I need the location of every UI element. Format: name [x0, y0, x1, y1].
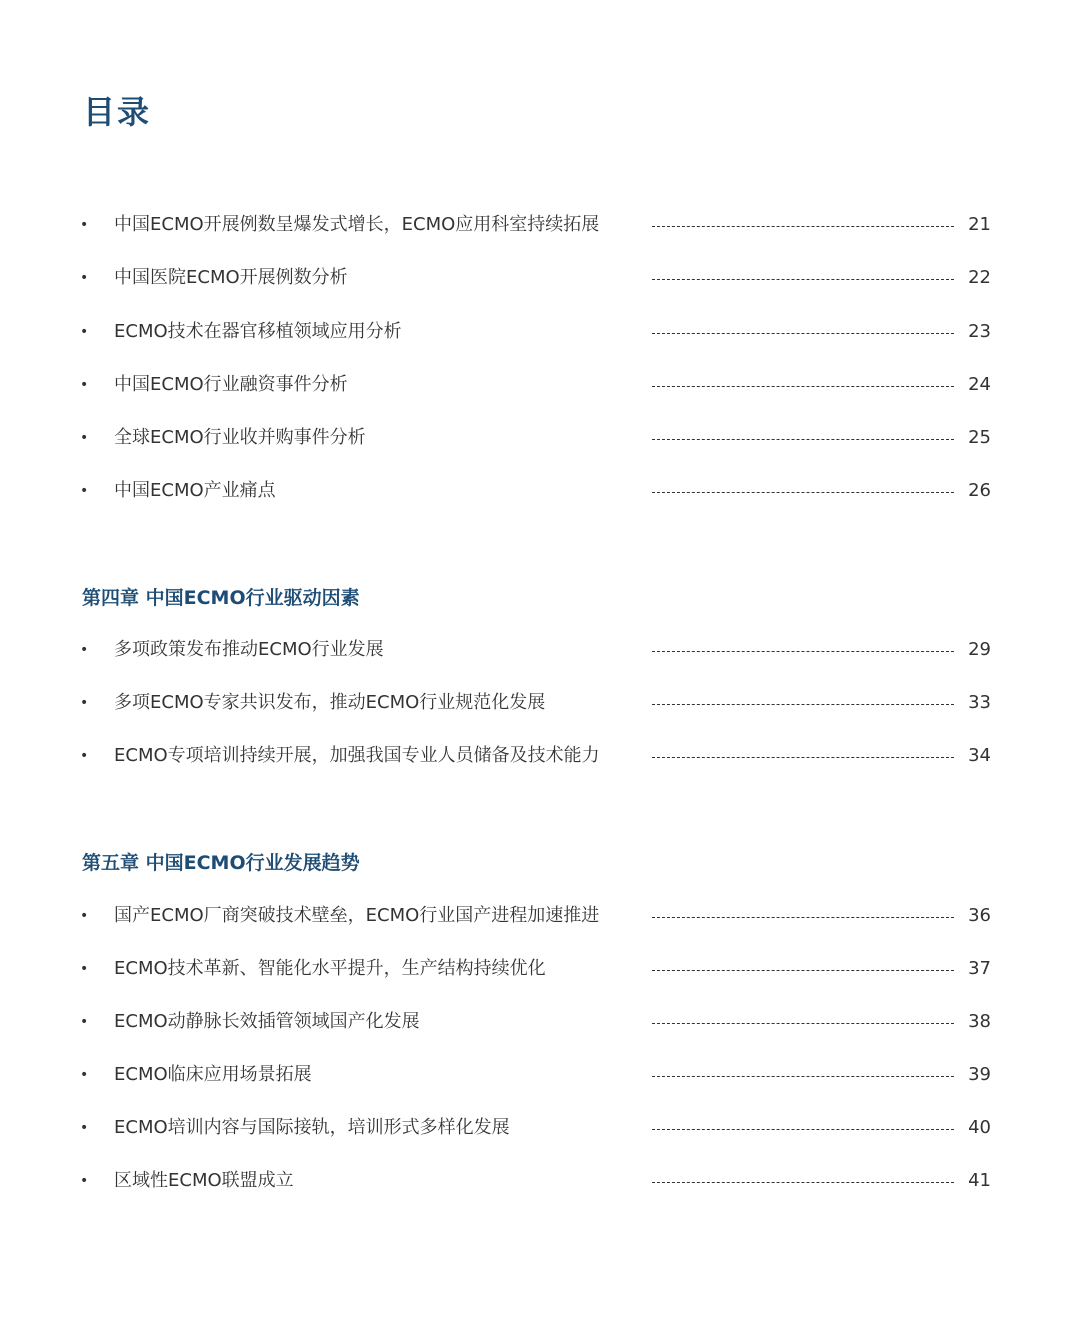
bullet-icon: •: [80, 270, 89, 286]
dotted-leader: [652, 1076, 954, 1077]
toc-entry-page[interactable]: 34: [968, 745, 991, 766]
bullet-icon: •: [80, 1120, 89, 1136]
dotted-leader: [652, 970, 954, 971]
dotted-leader: [652, 279, 954, 280]
toc-entry-title[interactable]: 区域性ECMO联盟成立: [114, 1170, 294, 1191]
toc-entry[interactable]: [0, 954, 1070, 984]
toc-entry-page[interactable]: 41: [968, 1170, 991, 1191]
dotted-leader: [652, 1023, 954, 1024]
dotted-leader: [652, 757, 954, 758]
bullet-icon: •: [80, 1173, 89, 1189]
bullet-icon: •: [80, 217, 89, 233]
toc-entry-page[interactable]: 24: [968, 374, 991, 395]
toc-entry-page[interactable]: 25: [968, 427, 991, 448]
toc-entry-page[interactable]: 39: [968, 1064, 991, 1085]
bullet-icon: •: [80, 1067, 89, 1083]
dotted-leader: [652, 492, 954, 493]
toc-entry-page[interactable]: 40: [968, 1117, 991, 1138]
toc-entry[interactable]: [0, 1060, 1070, 1090]
bullet-icon: •: [80, 748, 89, 764]
toc-entry[interactable]: [0, 1007, 1070, 1037]
toc-entry-page[interactable]: 33: [968, 692, 991, 713]
toc-entry-title[interactable]: ECMO培训内容与国际接轨，培训形式多样化发展: [114, 1117, 510, 1138]
toc-entry[interactable]: [0, 423, 1070, 453]
toc-entry-page[interactable]: 23: [968, 321, 991, 342]
toc-entry-title[interactable]: 中国ECMO行业融资事件分析: [114, 374, 348, 395]
page-title: 目录: [83, 93, 152, 131]
dotted-leader: [652, 226, 954, 227]
toc-entry-page[interactable]: 37: [968, 958, 991, 979]
toc-entry-title[interactable]: ECMO动静脉长效插管领域国产化发展: [114, 1011, 420, 1032]
toc-entry[interactable]: [0, 901, 1070, 931]
bullet-icon: •: [80, 377, 89, 393]
toc-entry[interactable]: [0, 688, 1070, 718]
toc-entry-title[interactable]: 国产ECMO厂商突破技术壁垒，ECMO行业国产进程加速推进: [114, 905, 600, 926]
toc-entry-title[interactable]: ECMO技术革新、智能化水平提升，生产结构持续优化: [114, 958, 546, 979]
toc-entry-title[interactable]: ECMO临床应用场景拓展: [114, 1064, 312, 1085]
toc-entry[interactable]: [0, 476, 1070, 506]
bullet-icon: •: [80, 642, 89, 658]
bullet-icon: •: [80, 430, 89, 446]
chapter-heading[interactable]: 第四章 中国ECMO行业驱动因素: [82, 587, 360, 609]
toc-entry[interactable]: [0, 1113, 1070, 1143]
dotted-leader: [652, 386, 954, 387]
bullet-icon: •: [80, 324, 89, 340]
toc-entry-page[interactable]: 26: [968, 480, 991, 501]
bullet-icon: •: [80, 695, 89, 711]
chapter-heading[interactable]: 第五章 中国ECMO行业发展趋势: [82, 852, 360, 874]
bullet-icon: •: [80, 961, 89, 977]
toc-entry-title[interactable]: ECMO专项培训持续开展，加强我国专业人员储备及技术能力: [114, 745, 600, 766]
toc-entry[interactable]: [0, 635, 1070, 665]
dotted-leader: [652, 1129, 954, 1130]
toc-entry-page[interactable]: 38: [968, 1011, 991, 1032]
toc-entry[interactable]: [0, 317, 1070, 347]
toc-entry[interactable]: [0, 1166, 1070, 1196]
toc-entry[interactable]: [0, 370, 1070, 400]
toc-entry[interactable]: [0, 263, 1070, 293]
bullet-icon: •: [80, 908, 89, 924]
toc-entry-title[interactable]: 全球ECMO行业收并购事件分析: [114, 427, 366, 448]
bullet-icon: •: [80, 1014, 89, 1030]
toc-entry-title[interactable]: 多项政策发布推动ECMO行业发展: [114, 639, 384, 660]
dotted-leader: [652, 1182, 954, 1183]
toc-entry-page[interactable]: 36: [968, 905, 991, 926]
toc-entry-page[interactable]: 29: [968, 639, 991, 660]
dotted-leader: [652, 439, 954, 440]
toc-entry-title[interactable]: ECMO技术在器官移植领域应用分析: [114, 321, 402, 342]
dotted-leader: [652, 704, 954, 705]
dotted-leader: [652, 917, 954, 918]
toc-entry-title[interactable]: 中国ECMO产业痛点: [114, 480, 276, 501]
toc-entry[interactable]: [0, 741, 1070, 771]
toc-entry-title[interactable]: 中国ECMO开展例数呈爆发式增长，ECMO应用科室持续拓展: [114, 214, 600, 235]
toc-entry-page[interactable]: 21: [968, 214, 991, 235]
toc-entry-title[interactable]: 多项ECMO专家共识发布，推动ECMO行业规范化发展: [114, 692, 546, 713]
toc-entry-page[interactable]: 22: [968, 267, 991, 288]
toc-entry-title[interactable]: 中国医院ECMO开展例数分析: [114, 267, 348, 288]
dotted-leader: [652, 333, 954, 334]
dotted-leader: [652, 651, 954, 652]
bullet-icon: •: [80, 483, 89, 499]
toc-entry[interactable]: [0, 210, 1070, 240]
